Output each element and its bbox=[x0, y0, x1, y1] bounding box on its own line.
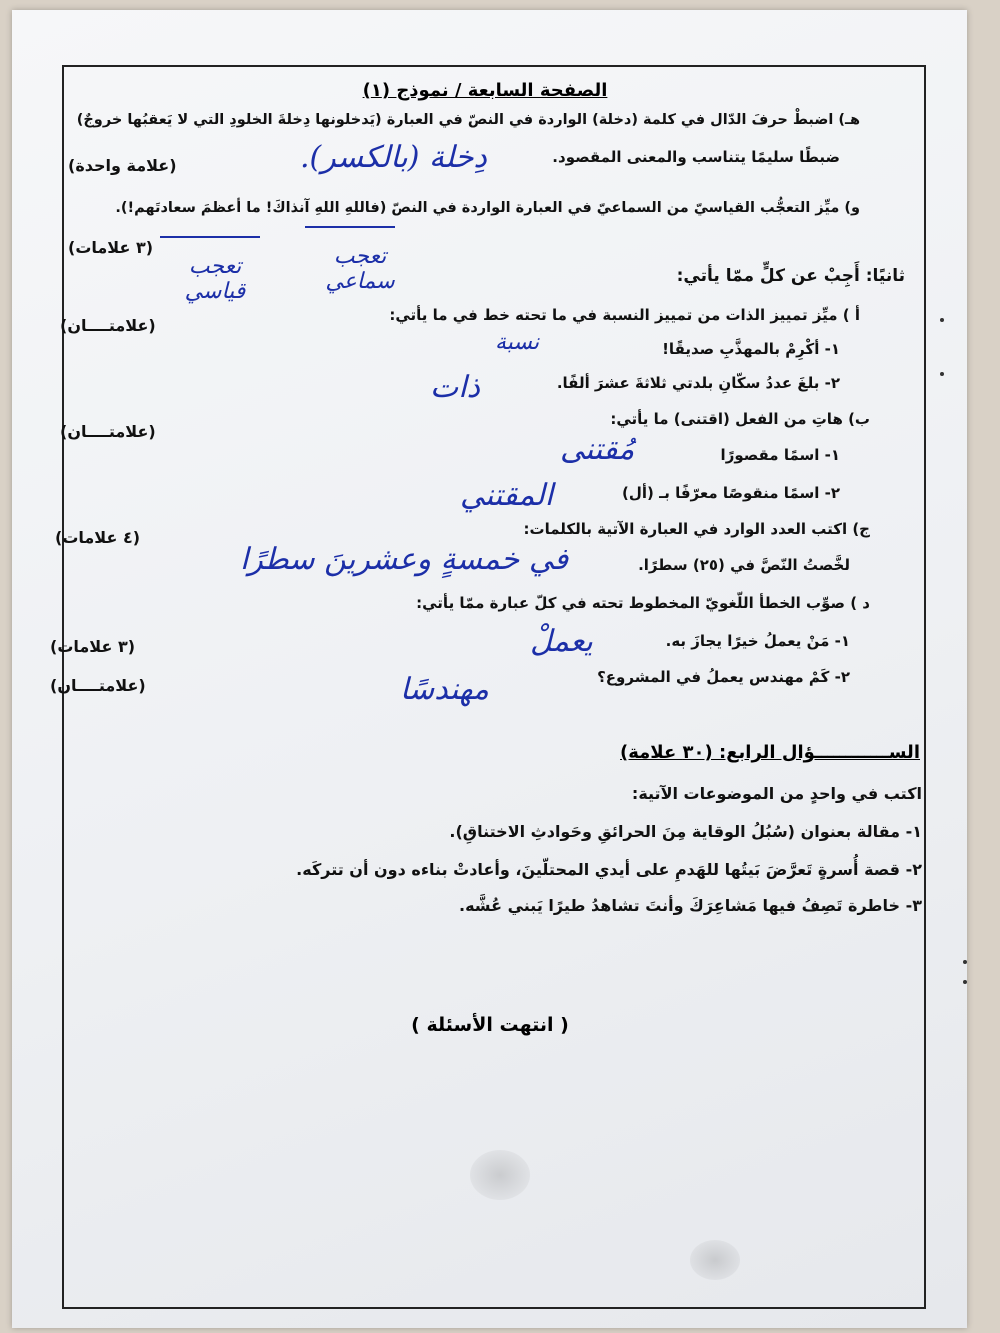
topic-item: ١- مقالة بعنوان (سُبُلُ الوقاية مِنَ الحرائقِ وحَوادثِ الاختناقِ). bbox=[449, 822, 922, 841]
topic-item: ٢- قصة أُسرةٍ تَعرَّضَ بَيتُها للهَدمِ على أيدي المحتلّينَ، وأعادتْ بناءه دون أن تتركَه. bbox=[296, 860, 922, 879]
topic-item: ٣- خاطرة تَصِفُ فيها مَشاعِرَكَ وأنتَ تشاهدُ طيرًا يَبني عُشَّه. bbox=[459, 896, 922, 915]
handwritten-answer: تعجب سماعي bbox=[325, 244, 395, 294]
handwritten-answer: يعملْ bbox=[530, 624, 593, 659]
question-c-item: لخَّصتُ النّصَّ في (٢٥) سطرًا. bbox=[638, 556, 850, 574]
question-a-item2: ٢- بلغَ عددُ سكّانِ بلدتي ثلاثةَ عشرَ ألفًا. bbox=[556, 374, 840, 392]
question-b-label: ب) هاتِ من الفعل (اقتنى) ما يأتي: bbox=[610, 410, 870, 428]
marks-label: (٣ علامات) bbox=[50, 637, 136, 656]
marks-label: (٣ علامات) bbox=[68, 238, 154, 257]
handwritten-answer: المقتني bbox=[460, 478, 554, 513]
marks-label: (علامتــــان) bbox=[60, 316, 156, 335]
handwritten-answer: مُقتنى bbox=[560, 432, 635, 467]
question-b-item2: ٢- اسمًا منقوصًا معرّفًا بـ (أل) bbox=[622, 484, 840, 502]
photo-shadow bbox=[690, 1240, 740, 1280]
question-c-label: ج) اكتب العدد الوارد في العبارة الآتية بالكلمات: bbox=[523, 520, 870, 538]
question-b-item1: ١- اسمًا مقصورًا bbox=[720, 446, 840, 464]
margin-dot bbox=[940, 372, 944, 376]
question-a-label: أ ) ميِّز تمييز الذات من تمييز النسبة في ما تحته خط في ما يأتي: bbox=[389, 306, 860, 324]
handwritten-answer: ذات bbox=[430, 370, 480, 405]
question-h-line1: هـ) اضبطْ حرفَ الدّال في كلمة (دخلة) الواردة في النصّ في العبارة (يَدخلونها دِخلةَ الخلودِ التي لا يَعقبُها خروجٌ) bbox=[76, 112, 860, 128]
handwritten-answer: دِخلة (بالكسر). bbox=[300, 140, 487, 175]
marks-label: (٤ علامات) bbox=[55, 528, 141, 547]
photo-shadow bbox=[470, 1150, 530, 1200]
question-d-item1: ١- مَنْ يعملُ خيرًا يجازَ به. bbox=[665, 632, 850, 650]
question-d-label: د ) صوِّب الخطأ اللّغويّ المخطوط تحته في كلّ عبارة ممّا يأتي: bbox=[416, 594, 870, 612]
handwritten-answer: مهندسًا bbox=[400, 672, 489, 707]
handwritten-answer: نسبة bbox=[495, 330, 540, 355]
question-w-line: و) ميِّز التعجُّب القياسيّ من السماعيّ في العبارة الواردة في النصّ (فاللهِ اللهِ آنذاكَ! ما أعظمَ سعادتَهم!). bbox=[115, 200, 860, 216]
margin-dot bbox=[940, 318, 944, 322]
question-a-item1: ١- أكْرِمْ بالمهذَّبِ صديقًا! bbox=[662, 340, 840, 358]
question-h-line2: ضبطًا سليمًا يتناسب والمعنى المقصود. bbox=[552, 148, 840, 166]
page-title: الصفحة السابعة / نموذج (١) bbox=[362, 80, 608, 101]
margin-dot bbox=[963, 960, 967, 964]
handwritten-underline bbox=[305, 226, 395, 228]
marks-label: (علامتــــان) bbox=[50, 676, 146, 695]
page-border bbox=[62, 65, 926, 1309]
handwritten-underline bbox=[160, 236, 260, 238]
end-of-questions: ( انتهت الأسئلة ) bbox=[411, 1014, 569, 1036]
question-4-title: الســــــــــــؤال الرابع: (٣٠ علامة) bbox=[620, 742, 920, 763]
marks-label: (علامة واحدة) bbox=[68, 156, 177, 175]
handwritten-answer: في خمسةٍ وعشرينَ سطرًا bbox=[240, 542, 569, 577]
section-heading: ثانيًا: أَجِبْ عن كلٍّ ممّا يأتي: bbox=[676, 266, 905, 286]
question-d-item2: ٢- كَمْ مهندس يعملُ في المشروع؟ bbox=[597, 668, 850, 686]
handwritten-answer: تعجب قياسي bbox=[184, 254, 246, 304]
margin-dot bbox=[963, 980, 967, 984]
question-4-intro: اكتب في واحدٍ من الموضوعات الآتية: bbox=[631, 784, 922, 803]
marks-label: (علامتــــان) bbox=[60, 422, 156, 441]
